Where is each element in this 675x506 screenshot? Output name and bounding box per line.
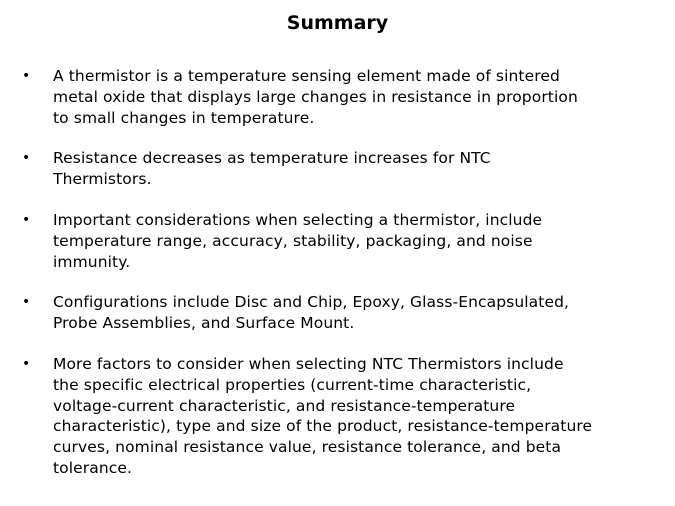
bullet-text <box>53 210 657 272</box>
bullet-line: curves, nominal resistance value, resistance tolerance, and beta <box>53 438 562 457</box>
bullet-dot-icon: • <box>22 355 31 372</box>
bullet-text <box>53 292 657 334</box>
bullet-line: to small changes in temperature. <box>53 108 315 127</box>
bullet-line: Probe Assemblies, and Surface Mount. <box>53 314 355 333</box>
bullet-line: the specific electrical properties (current-time characteristic, <box>53 375 532 394</box>
bullet-item <box>0 210 675 272</box>
bullet-dot-icon: • <box>22 211 31 228</box>
bullet-line: Resistance decreases as temperature increases for NTC <box>53 149 491 168</box>
bullet-line: Thermistors. <box>53 170 152 189</box>
bullet-line: A thermistor is a temperature sensing element made of sintered <box>53 67 560 85</box>
bullet-line: voltage-current characteristic, and resistance-temperature <box>53 396 516 415</box>
bullet-item <box>0 354 675 479</box>
bullet-dot-icon: • <box>22 294 31 311</box>
bullet-list <box>0 66 675 499</box>
bullet-line: Configurations include Disc and Chip, Epoxy, Glass-Encapsulated, <box>53 293 570 312</box>
bullet-dot-icon: • <box>22 150 31 167</box>
bullet-line: More factors to consider when selecting NTC Thermistors include <box>53 354 564 373</box>
bullet-text <box>53 148 657 190</box>
slide-title: Summary <box>286 12 389 34</box>
bullet-line: temperature range, accuracy, stability, packaging, and noise <box>53 231 533 250</box>
bullet-item <box>0 148 675 190</box>
bullet-item <box>0 66 675 128</box>
bullet-text <box>53 66 657 128</box>
bullet-line: tolerance. <box>53 458 133 477</box>
bullet-dot-icon: • <box>22 68 31 84</box>
bullet-line: metal oxide that displays large changes in resistance in proportion <box>53 87 578 106</box>
bullet-text <box>53 354 657 479</box>
bullet-line: Important considerations when selecting a thermistor, include <box>53 210 543 229</box>
bullet-line: characteristic), type and size of the product, resistance-temperature <box>53 417 593 436</box>
bullet-line: immunity. <box>53 252 131 271</box>
bullet-item <box>0 292 675 334</box>
